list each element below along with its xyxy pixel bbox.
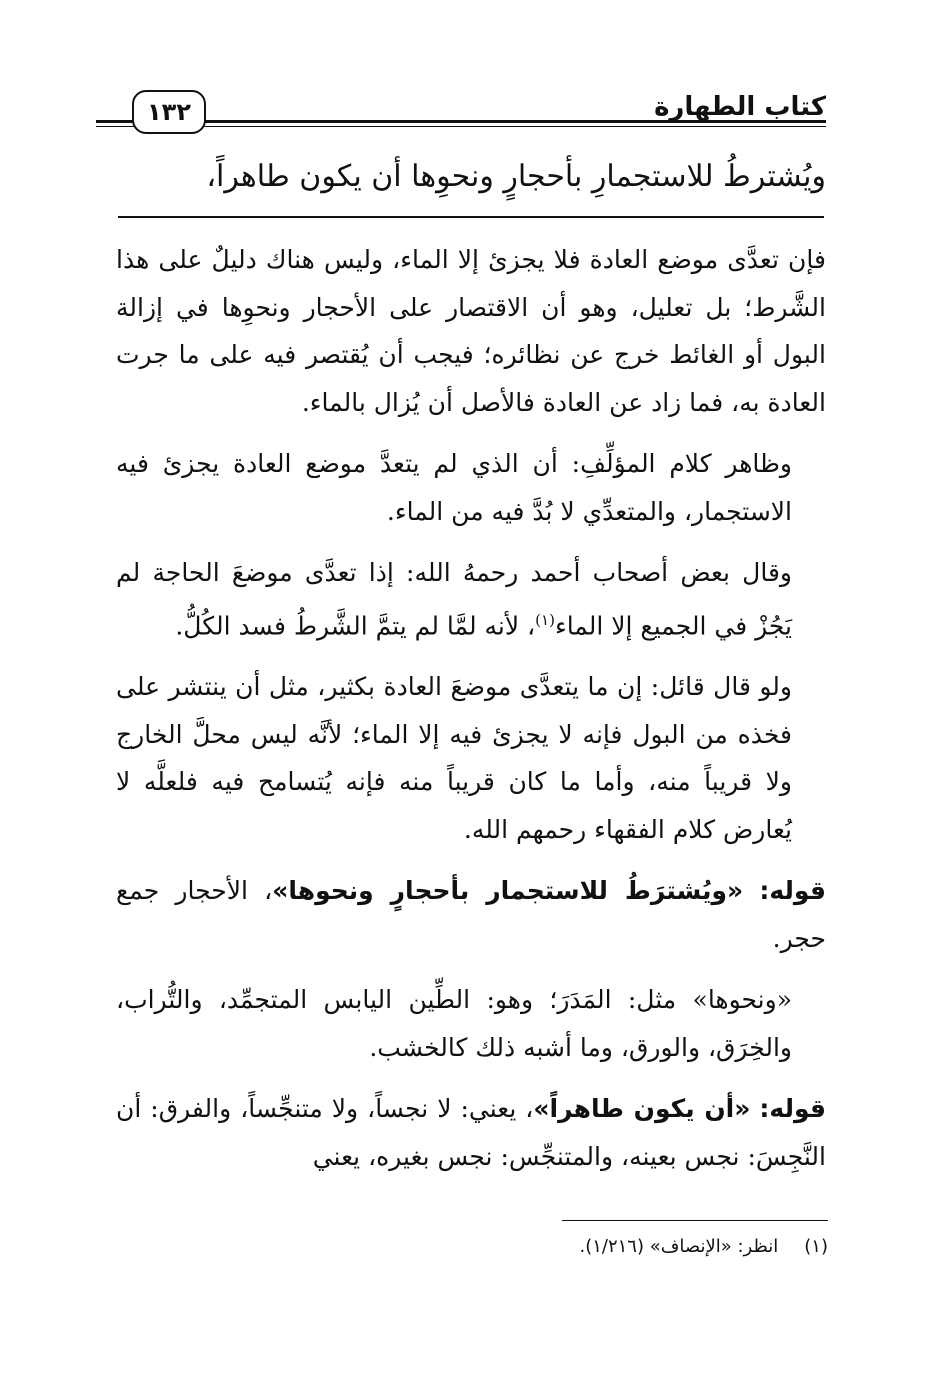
- paragraph-3: [116, 549, 826, 649]
- footnote-ref[interactable]: (١): [535, 610, 555, 629]
- paragraph-6: «ونحوها» مثل: المَدَرَ؛ وهو: الطِّين اليابس المتجمِّد، والتُّراب، والخِرَق، والورق، وما أشبه ذلك كالخشب.: [116, 985, 792, 1062]
- paragraph-2: وظاهر كلام المؤلِّفِ: أن الذي لم يتعدَّ موضع العادة يجزئ فيه الاستجمار، والمتعدِّي لا بُدَّ فيه من الماء.: [116, 449, 792, 526]
- paragraph-5: [116, 867, 826, 962]
- qawluhu-label: قوله:: [759, 1094, 826, 1124]
- commentary: [116, 236, 826, 1194]
- footnote: [128, 1232, 828, 1262]
- footnote-text: انظر: «الإنصاف» (١/٢١٦).: [579, 1236, 779, 1257]
- footnote-number: (١): [804, 1236, 828, 1257]
- paragraph-4: ولو قال قائل: إن ما يتعدَّى موضعَ العادة بكثير، مثل أن ينتشر على فخذه من البول فإنه لا يجزئ فيه إلا الماء؛ لأنَّه ليس محلَّ الخارج ولا قريباً منه، وأما ما كان قريباً منه فإنه يُتسامح فيه فلعلَّه لا يُعارض كلام الفقهاء رحمهم الله.: [116, 672, 792, 844]
- quoted-matn: «أن يكون طاهراً»: [533, 1094, 751, 1124]
- matn-divider: [118, 216, 824, 218]
- page-header: [96, 86, 826, 136]
- running-title: كتاب الطهارة: [654, 92, 826, 122]
- paragraph-1: فإن تعدَّى موضع العادة فلا يجزئ إلا الماء، وليس هناك دليلٌ على هذا الشَّرط؛ بل تعليل، وهو أن الاقتصار على الأحجار ونحوِها في إزالة البول أو الغائط خرج عن نظائره؛ فيجب أن يُقتصر فيه على ما جرت العادة به، فما زاد عن العادة فالأصل أن يُزال بالماء.: [116, 245, 826, 417]
- qawluhu-label: قوله:: [759, 876, 826, 906]
- paragraph-3-text-end: ، لأنه لمَّا لم يتمَّ الشَّرطُ فسد الكُلُّ.: [175, 610, 536, 640]
- footnote-divider: [562, 1220, 828, 1221]
- paragraph-7-text: ، يعني: لا نجساً، ولا متنجِّساً، والفرق: أن النَّجِسَ: نجس بعينه، والمتنجِّس: نجس بغيره، يعني: [116, 1094, 826, 1171]
- paragraph-7: [116, 1085, 826, 1180]
- paragraph-5-text: ، الأحجار جمع حجر.: [116, 876, 826, 953]
- matn-text: ويُشترطُ للاستجمارِ بأحجارٍ ونحوِها أن يكون طاهراً،: [206, 159, 826, 194]
- page-number: ١٣٢: [132, 90, 206, 134]
- paragraph-3-text: وقال بعض أصحاب أحمد رحمهُ الله: إذا تعدَّى موضعَ الحاجة لم يَجُزْ في الجميع إلا الماء: [116, 558, 792, 640]
- quoted-matn: «ويُشترَطُ للاستجمار بأحجارٍ ونحوها»: [272, 876, 744, 906]
